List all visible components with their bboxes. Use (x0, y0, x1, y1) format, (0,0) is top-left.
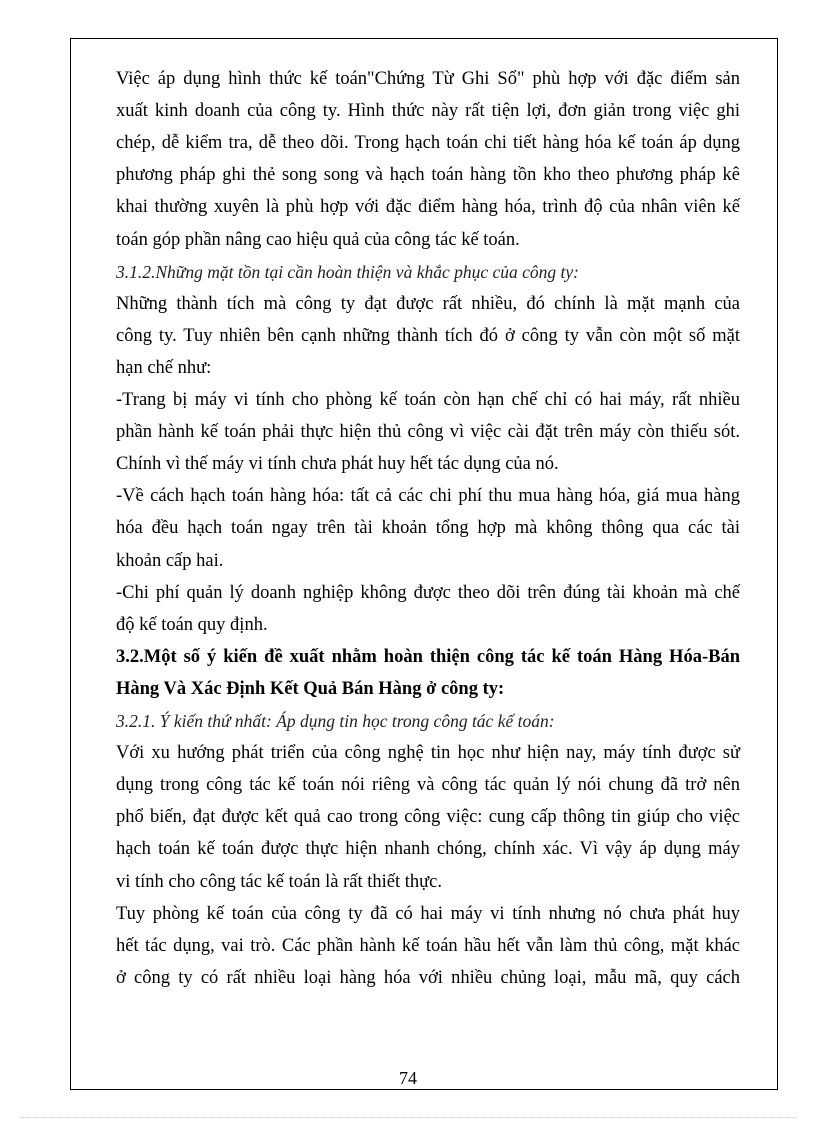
paragraph-line: -Chi phí quản lý doanh nghiệp không được theo dõi trên đúng tài khoản mà chế (116, 582, 740, 603)
paragraph-line: hạch toán kế toán được thực hiện nhanh chóng, chính xác. Vì vậy áp dụng máy (116, 839, 740, 860)
paragraph-line: phổ biến, đạt được kết quả cao trong công việc: cung cấp thông tin giúp cho việc (116, 807, 740, 828)
paragraph-line: độ kế toán quy định. (116, 614, 268, 635)
section-heading-line: Hàng Và Xác Định Kết Quả Bán Hàng ở công ty: (116, 678, 505, 699)
paragraph-line: chép, dễ kiểm tra, dễ theo dõi. Trong hạch toán chi tiết hàng hóa kế toán áp dụng (116, 133, 740, 154)
paragraph-line: Với xu hướng phát triển của công nghệ tin học như hiện nay, máy tính được sử (116, 743, 740, 764)
paragraph-line: Tuy phòng kế toán của công ty đã có hai máy vi tính nhưng nó chưa phát huy (116, 903, 740, 924)
paragraph-line: Việc áp dụng hình thức kế toán"Chứng Từ Ghi Sổ" phù hợp với đặc điểm sản (116, 69, 740, 89)
paragraph-line: ở công ty có rất nhiều loại hàng hóa với nhiều chủng loại, mẫu mã, quy cách (116, 967, 740, 988)
paragraph-line: hóa đều hạch toán ngay trên tài khoản tổng hợp mà không thông qua các tài (116, 518, 740, 539)
paragraph-line: -Về cách hạch toán hàng hóa: tất cả các chi phí thu mua hàng hóa, giá mua hàng (116, 486, 740, 507)
paragraph-line: hạn chế như: (116, 357, 212, 378)
subsection-heading: 3.1.2.Những mặt tồn tại cần hoàn thiện và khắc phục của công ty: (116, 261, 579, 282)
paragraph-line: dụng trong công tác kế toán nói riêng và công tác quản lý nói chung đã trở nên (116, 775, 740, 796)
page-bottom-divider (20, 1117, 796, 1118)
paragraph-line: Chính vì thế máy vi tính chưa phát huy hết tác dụng của nó. (116, 454, 559, 475)
paragraph-line: vi tính cho công tác kế toán là rất thiết thực. (116, 871, 442, 892)
paragraph-line: khai thường xuyên là phù hợp với đặc điểm hàng hóa, trình độ của nhân viên kế (116, 197, 740, 218)
subsection-heading: 3.2.1. Ý kiến thứ nhất: Áp dụng tin học trong công tác kế toán: (116, 711, 555, 731)
paragraph-line: phần hành kế toán phải thực hiện thủ công vì việc cài đặt trên máy còn thiếu sót. (116, 422, 740, 443)
paragraph-line: công ty. Tuy nhiên bên cạnh những thành tích đó ở công ty vẫn còn một số mặt (116, 325, 740, 346)
paragraph-line: -Trang bị máy vi tính cho phòng kế toán còn hạn chế chỉ có hai máy, rất nhiều (116, 390, 740, 410)
paragraph-line: Những thành tích mà công ty đạt được rất nhiều, đó chính là mặt mạnh của (116, 293, 740, 314)
paragraph-line: phương pháp ghi thẻ song song và hạch toán hàng tồn kho theo phương pháp kê (116, 165, 740, 186)
paragraph-line: xuất kinh doanh của công ty. Hình thức này rất tiện lợi, đơn giản trong việc ghi (116, 101, 740, 122)
paragraph-line: toán góp phần nâng cao hiệu quả của công tác kế toán. (116, 229, 520, 250)
paragraph-line: khoản cấp hai. (116, 550, 224, 571)
section-heading-line: 3.2.Một số ý kiến đề xuất nhằm hoàn thiện công tác kế toán Hàng Hóa-Bán (116, 646, 740, 667)
page-number: 74 (399, 1068, 417, 1088)
paragraph-line: hết tác dụng, vai trò. Các phần hành kế toán hầu hết vẫn làm thủ công, mặt khác (116, 935, 740, 956)
